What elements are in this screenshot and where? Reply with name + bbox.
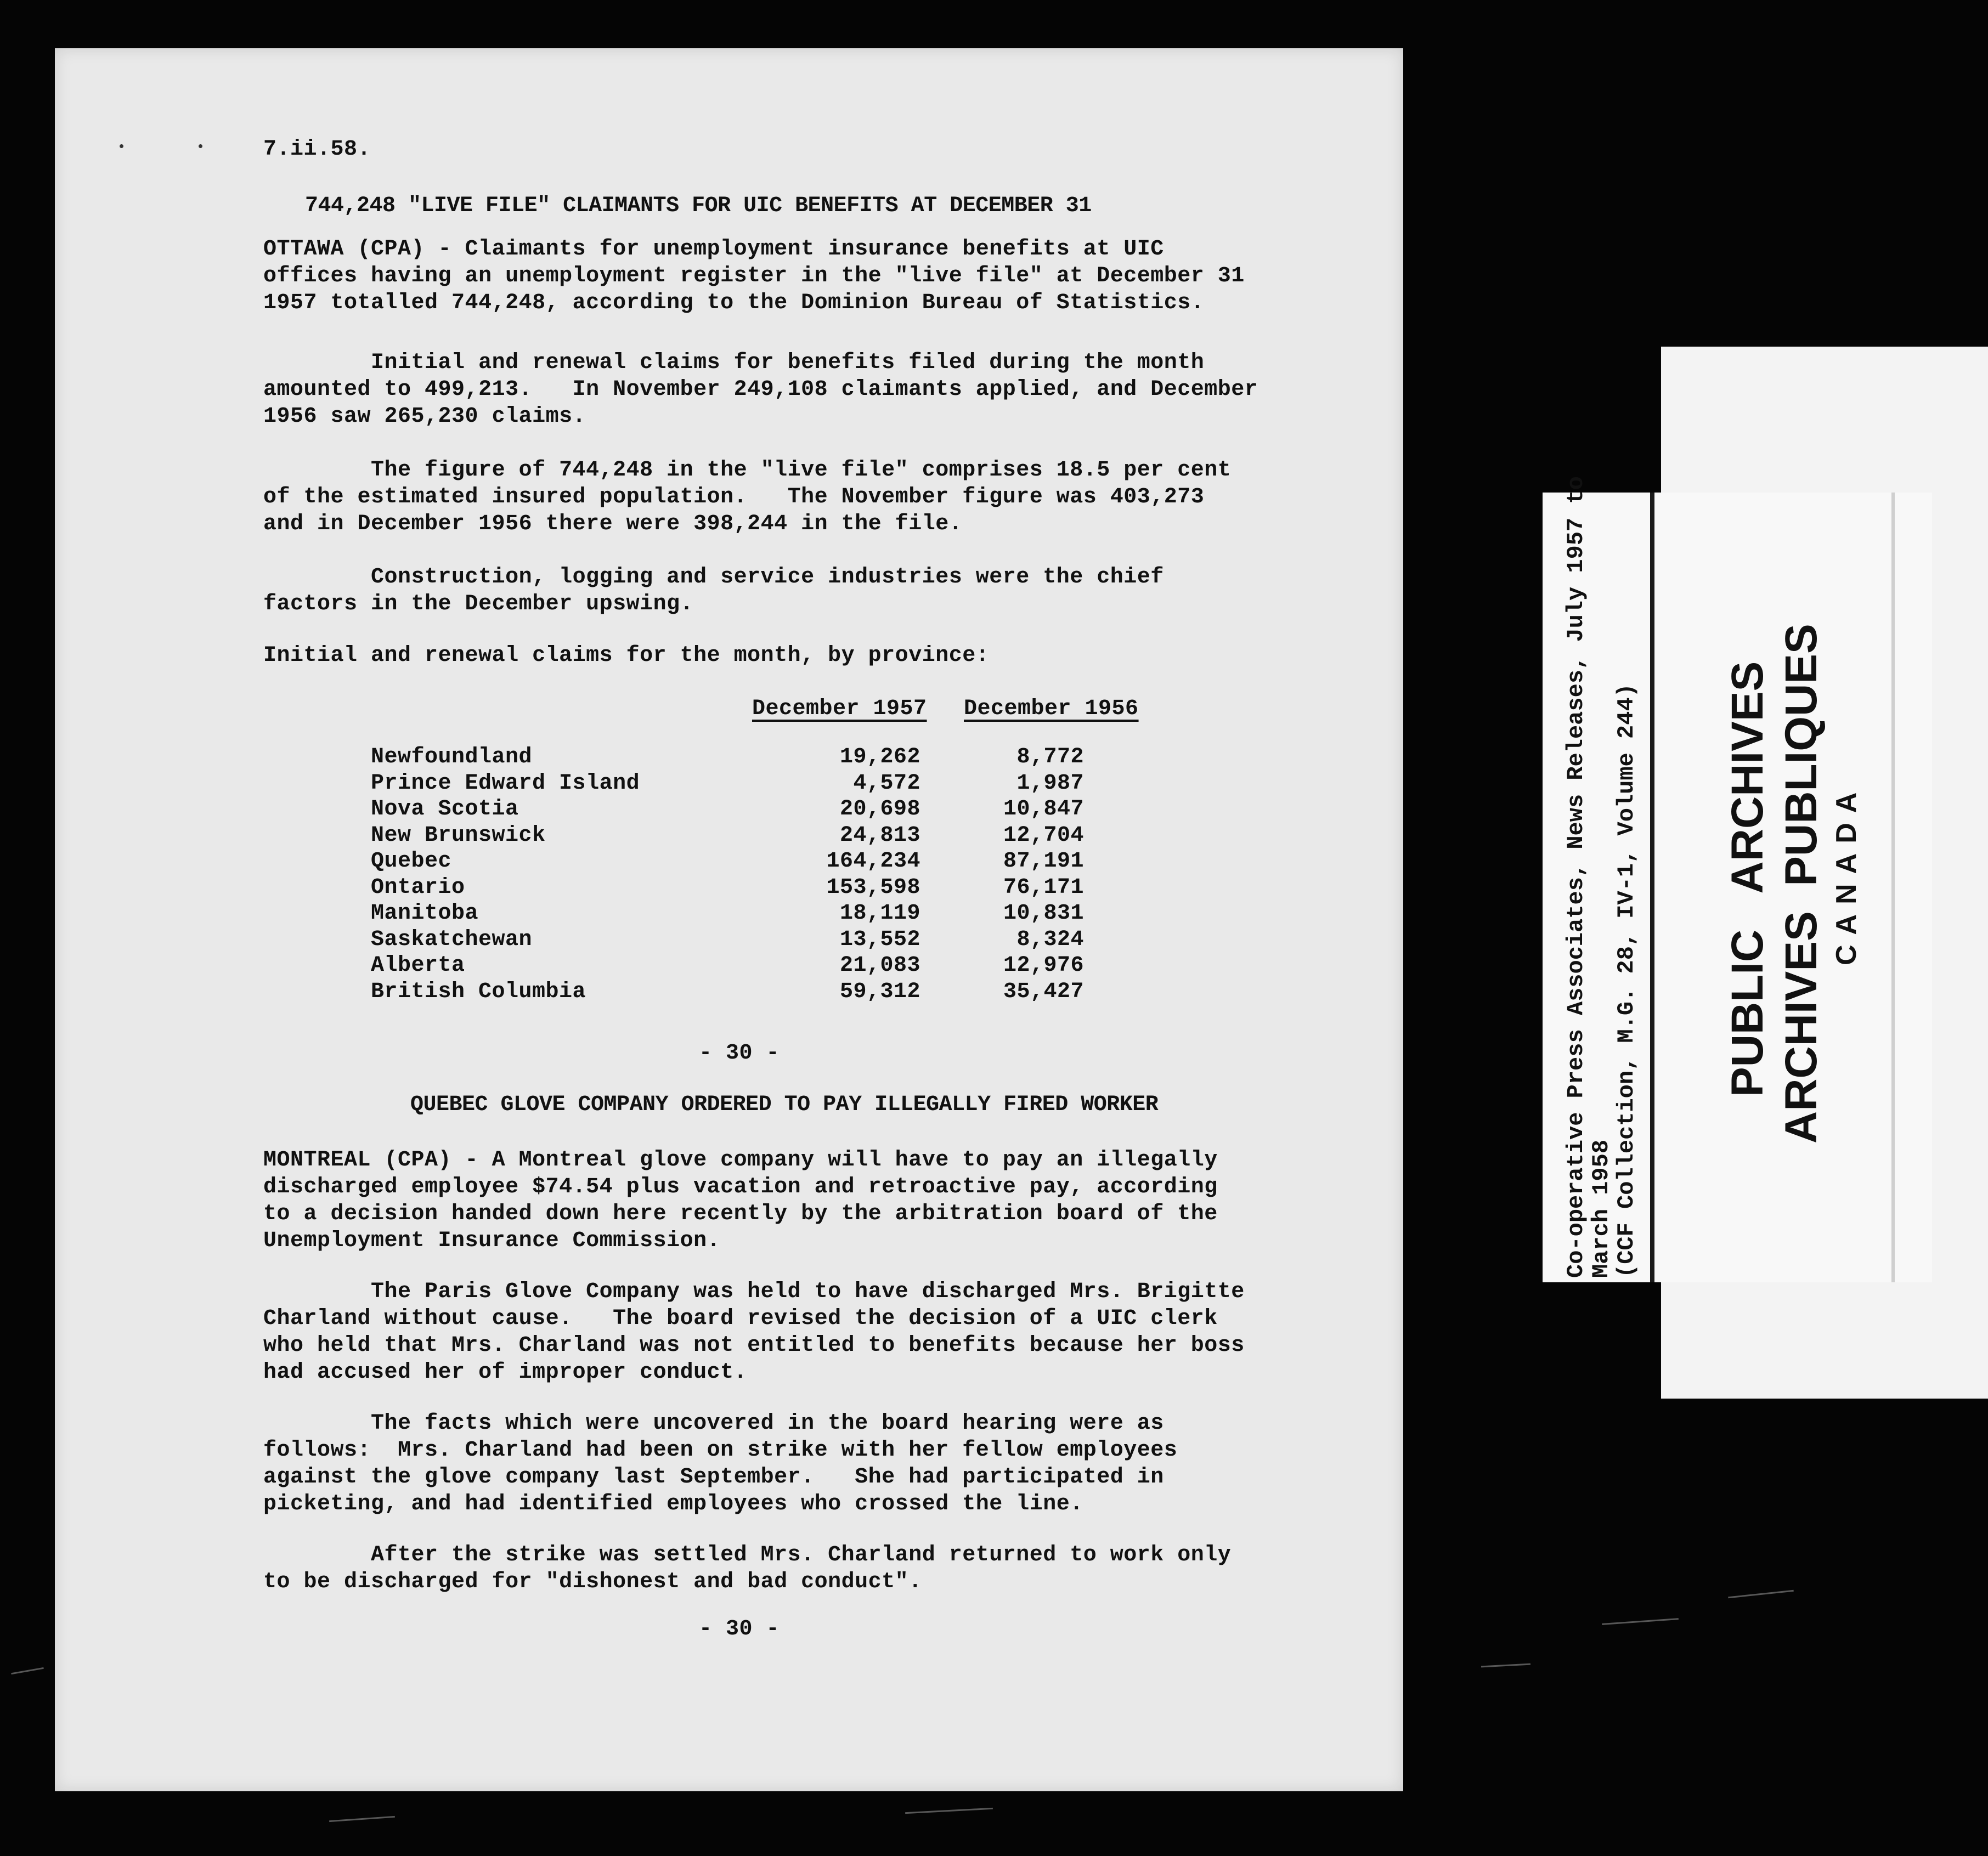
province-name: Quebec — [371, 849, 452, 874]
value-dec-1956: 12,704 — [1003, 823, 1084, 848]
value-dec-1956: 35,427 — [1003, 980, 1084, 1004]
archive-stamp-line-3: CANADA — [1831, 782, 1862, 965]
archive-stamp-line-2: ARCHIVES PUBLIQUES — [1776, 624, 1826, 1144]
province-name: Alberta — [371, 953, 465, 978]
value-dec-1956: 10,831 — [1003, 901, 1084, 926]
value-dec-1957: 20,698 — [839, 797, 920, 822]
province-name: Prince Edward Island — [371, 771, 640, 796]
story1-end-marker: - 30 - — [699, 1041, 780, 1066]
story2-paragraph-1: MONTREAL (CPA) - A Montreal glove company will have to pay an illegally discharged employee $74.54 plus vacation and retroactive pay, according to a decision handed down here recently by the arbitration board of the Unemployment Insurance Commission. — [263, 1148, 1218, 1253]
value-dec-1957: 18,119 — [839, 901, 920, 926]
film-scratch — [329, 1816, 395, 1822]
table-column-header-1956: December 1956 — [964, 697, 1139, 721]
tag-divider — [1650, 493, 1654, 1282]
story2-paragraph-2: The Paris Glove Company was held to have discharged Mrs. Brigitte Charland without cause. The board revised the decision of a UIC clerk who held that Mrs. Charland was not entitled to benefits because her boss had accused her of improper conduct. — [263, 1280, 1245, 1385]
story2-paragraph-4: After the strike was settled Mrs. Charland returned to work only to be discharged for "dishonest and bad conduct". — [263, 1543, 1232, 1594]
story1-paragraph-1: OTTAWA (CPA) - Claimants for unemployment insurance benefits at UIC offices having an unemployment register in the "live file" at December 31 1957 totalled 744,248, according to the Dominion Bureau of Statistics. — [263, 237, 1245, 315]
province-name: New Brunswick — [371, 823, 546, 848]
table-intro: Initial and renewal claims for the month, by province: — [263, 643, 990, 668]
value-dec-1956: 1,987 — [1016, 771, 1084, 796]
value-dec-1957: 19,262 — [839, 745, 920, 769]
value-dec-1957: 4,572 — [853, 771, 920, 796]
value-dec-1956: 10,847 — [1003, 797, 1084, 822]
story1-paragraph-3: The figure of 744,248 in the "live file" comprises 18.5 per cent of the estimated insured population. The November figure was 403,273 and in December 1956 there were 398,244 in the file. — [263, 458, 1232, 536]
province-name: Saskatchewan — [371, 927, 533, 952]
value-dec-1956: 8,772 — [1016, 745, 1084, 769]
province-name: Newfoundland — [371, 745, 533, 769]
value-dec-1957: 164,234 — [826, 849, 920, 874]
archive-citation: Co-operative Press Associates, News Releases, July 1957 to March 1958 (CCF Collection, M.G. 28, IV-1, Volume 244) — [1563, 476, 1640, 1278]
film-scratch — [1602, 1618, 1679, 1625]
value-dec-1957: 153,598 — [826, 875, 920, 900]
story2-title: QUEBEC GLOVE COMPANY ORDERED TO PAY ILLEGALLY FIRED WORKER — [410, 1093, 1159, 1117]
province-name: Manitoba — [371, 901, 479, 926]
film-scratch — [905, 1808, 993, 1814]
table-column-header-1957: December 1957 — [752, 697, 927, 721]
story2-end-marker: - 30 - — [699, 1617, 780, 1642]
document-date: 7.ii.58. — [263, 137, 371, 162]
film-scratch — [1728, 1590, 1794, 1599]
value-dec-1956: 87,191 — [1003, 849, 1084, 874]
film-scratch — [11, 1667, 44, 1674]
value-dec-1956: 76,171 — [1003, 875, 1084, 900]
province-name: Nova Scotia — [371, 797, 519, 822]
film-scratch — [1481, 1663, 1530, 1668]
story1-title: 744,248 "LIVE FILE" CLAIMANTS FOR UIC BENEFITS AT DECEMBER 31 — [305, 194, 1092, 218]
value-dec-1957: 59,312 — [839, 980, 920, 1004]
value-dec-1957: 13,552 — [839, 927, 920, 952]
story1-paragraph-4: Construction, logging and service industries were the chief factors in the December upswing. — [263, 565, 1164, 616]
scan-speck — [120, 144, 123, 148]
value-dec-1956: 12,976 — [1003, 953, 1084, 978]
value-dec-1956: 8,324 — [1016, 927, 1084, 952]
document-page — [55, 48, 1403, 1791]
province-name: British Columbia — [371, 980, 586, 1004]
value-dec-1957: 24,813 — [839, 823, 920, 848]
archive-stamp-line-1: PUBLIC ARCHIVES — [1722, 661, 1772, 1097]
scan-speck — [199, 144, 202, 148]
story2-paragraph-3: The facts which were uncovered in the board hearing were as follows: Mrs. Charland had been on strike with her fellow employees against the glove company last September. She had participated in picketing, and had identified employees who crossed the line. — [263, 1411, 1178, 1517]
story1-paragraph-2: Initial and renewal claims for benefits filed during the month amounted to 499,213. In November 249,108 claimants applied, and December 1956 saw 265,230 claims. — [263, 350, 1258, 429]
value-dec-1957: 21,083 — [839, 953, 920, 978]
tag-edge — [1891, 493, 1895, 1282]
province-name: Ontario — [371, 875, 465, 900]
